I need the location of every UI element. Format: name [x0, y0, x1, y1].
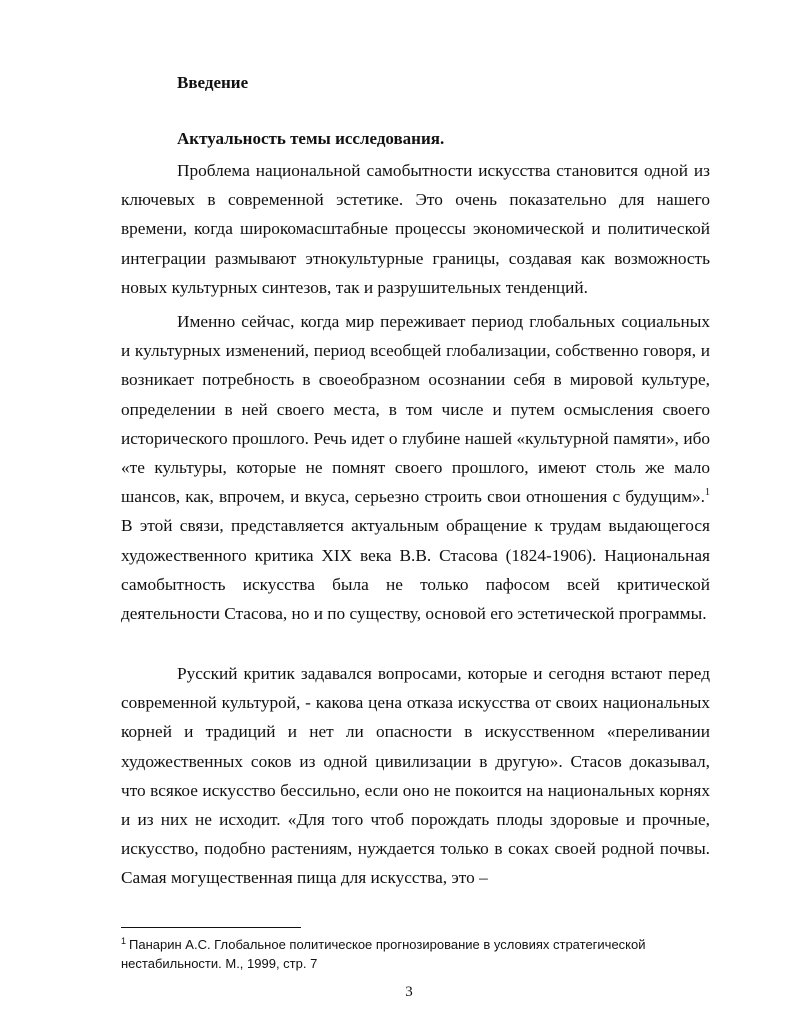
page-number: 3	[405, 984, 413, 1000]
footnote	[121, 935, 711, 973]
paragraph-2-text-before-note: Именно сейчас, когда мир переживает период глобальных социальных и культурных изменений, период всеобщей глобализации, собственно говоря, и возникает потребность в своеобразном осознании себя в мировой культуре, определении в ней своего места, в том числе и путем осмысления своего исторического прошлого. Речь идет о глубине нашей «культурной памяти», ибо «те культуры, которые не помнят своего прошлого, имеют столь же мало шансов, как, впрочем, и вкуса, серьезно строить свои отношения с будущим».	[121, 312, 710, 507]
footnote-entry	[121, 935, 711, 973]
paragraph-1	[121, 156, 710, 302]
subsection-heading-actuality: Актуальность темы исследования.	[177, 129, 445, 148]
paragraph-3-text: Русский критик задавался вопросами, которые и сегодня встают перед современной культурой, - какова цена отказа искусства от своих национальных корней и традиций и нет ли опасности в искусственном «переливании художественных соков из одной цивилизации в другую». Стасов доказывал, что всякое искусство бессильно, если оно не покоится на национальных корнях и из них не исходит. «Для того чтоб порождать плоды здоровые и прочные, искусство, подобно растениям, нуждается только в соках своей родной почвы. Самая могущественная пища для искусства, это –	[121, 664, 710, 888]
paragraph-2	[121, 307, 710, 628]
paragraph-3	[121, 659, 710, 893]
footnote-reference[interactable]: 1	[705, 487, 710, 499]
footnote-separator	[121, 927, 301, 928]
paragraph-1-text: Проблема национальной самобытности искусства становится одной из ключевых в современной эстетике. Это очень показательно для нашего времени, когда широкомасштабные процессы экономической и политической интеграции размывают этнокультурные границы, создавая как возможность новых культурных синтезов, так и разрушительных тенденций.	[121, 161, 710, 297]
footnote-marker: 1	[121, 935, 127, 946]
footnote-text: Панарин А.С. Глобальное политическое прогнозирование в условиях стратегической нестабильности. М., 1999, стр. 7	[121, 937, 646, 971]
section-heading-introduction: Введение	[177, 73, 249, 92]
paragraph-2-text	[121, 307, 710, 628]
paragraph-2-text-after-note: В этой связи, представляется актуальным обращение к трудам выдающегося художественного критика XIX века В.В. Стасова (1824-1906). Национальная самобытность искусства была не только пафосом всей критической деятельности Стасова, но и по существу, основой его эстетической программы.	[121, 516, 710, 624]
